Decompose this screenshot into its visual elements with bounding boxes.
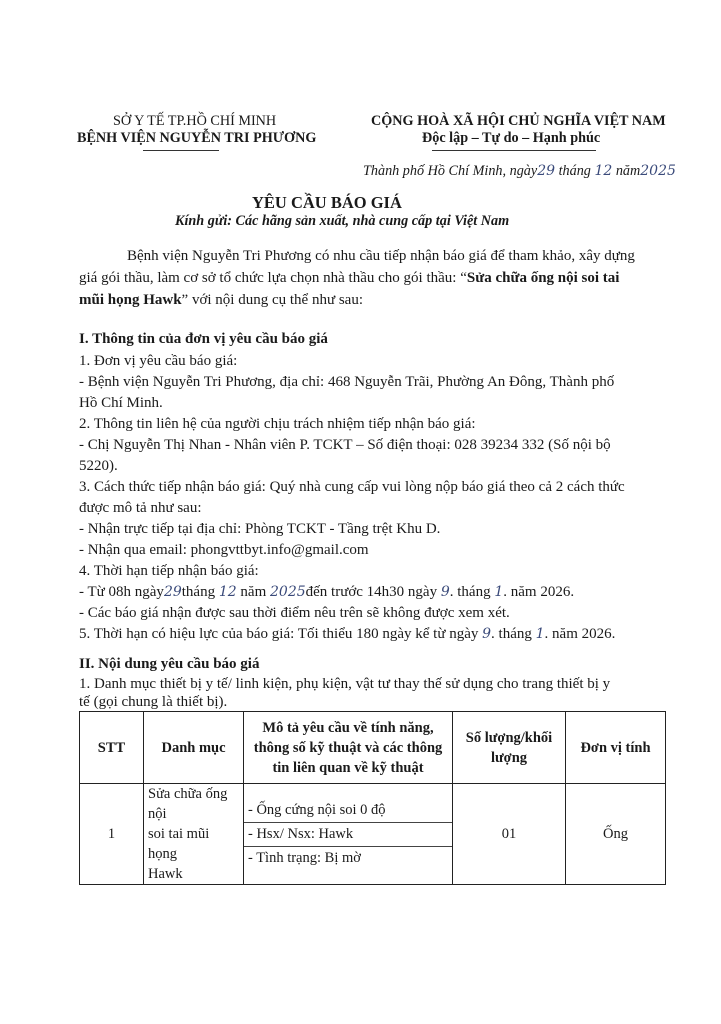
deadline-day: 9 — [440, 584, 450, 600]
row-qty: 01 — [453, 784, 566, 885]
receive-year: 2025 — [270, 584, 306, 600]
s1-line-14 — [79, 626, 615, 643]
section-1-heading: I. Thông tin của đơn vị yêu cầu báo giá — [79, 331, 328, 347]
s1-line-5: - Chị Nguyễn Thị Nhan - Nhân viên P. TCKT – Số điện thoại: 028 39234 332 (Số nội bộ — [79, 437, 611, 453]
header-qty-1: Số lượng/khối — [465, 729, 553, 746]
row-desc-2: - Hsx/ Nsx: Hawk — [244, 822, 452, 846]
row-name — [144, 784, 244, 885]
s1-line-4: 2. Thông tin liên hệ của người chịu trách nhiệm tiếp nhận báo giá: — [79, 416, 476, 432]
receive-month: 12 — [218, 584, 237, 600]
s1-line-6: 5220). — [79, 458, 118, 474]
date-month-word: tháng — [558, 163, 591, 179]
intro-line-3 — [79, 292, 363, 309]
hospital-name: BỆNH VIỆN NGUYỄN TRI PHƯƠNG — [77, 130, 317, 146]
header-desc-1: Mô tả yêu cầu về tính năng, — [262, 719, 434, 736]
validity-text: 5. Thời hạn có hiệu lực của báo giá: Tối thiểu 180 ngày kể từ ngày — [79, 626, 479, 642]
s1-line-8: được mô tả như sau: — [79, 500, 202, 516]
s2-line-2: tế (gọi chung là thiết bị). — [79, 694, 228, 710]
deadline-month: 1 — [494, 584, 504, 600]
row-desc — [244, 784, 453, 885]
motto-underline — [432, 150, 596, 151]
row-name-2: soi tai mũi họng — [148, 826, 210, 862]
header-name: Danh mục — [144, 712, 244, 784]
date-day: 29 — [537, 163, 556, 179]
date-year-word: năm — [615, 163, 641, 179]
ministry-name: SỞ Y TẾ TP.HỒ CHÍ MINH — [113, 113, 277, 129]
header-qty-2: lượng — [490, 749, 528, 766]
validity-day: 9 — [482, 626, 492, 642]
hospital-underline — [143, 150, 219, 151]
quote-table — [79, 711, 666, 885]
table-header-row — [80, 712, 666, 784]
validity-month: 1 — [535, 626, 545, 642]
header-desc-3: tin liên quan về kỹ thuật — [272, 759, 424, 776]
receive-until: đến trước 14h30 ngày — [305, 584, 438, 600]
header-unit: Đơn vị tính — [566, 712, 666, 784]
motto: Độc lập – Tự do – Hạnh phúc — [422, 130, 601, 146]
s1-line-2: - Bệnh viện Nguyễn Tri Phương, địa chỉ: 468 Nguyễn Trãi, Phường An Đông, Thành phố — [79, 374, 615, 390]
receive-from: - Từ 08h ngày — [79, 584, 164, 600]
row-desc-3: - Tình trạng: Bị mờ — [244, 846, 452, 870]
validity-year: . năm 2026. — [544, 626, 616, 642]
header-desc-2: thông số kỹ thuật và các thông — [253, 739, 443, 756]
s1-line-1: 1. Đơn vị yêu cầu báo giá: — [79, 353, 238, 369]
table-row — [80, 784, 666, 885]
header-stt: STT — [80, 712, 144, 784]
intro-line-1: Bệnh viện Nguyễn Tri Phương có nhu cầu tiếp nhận báo giá để tham khảo, xây dựng — [127, 248, 635, 264]
s1-line-7: 3. Cách thức tiếp nhận báo giá: Quý nhà cung cấp vui lòng nộp báo giá theo cả 2 cách thức — [79, 479, 625, 495]
s1-line-12 — [79, 584, 574, 601]
receive-year-word: năm — [240, 584, 267, 600]
receive-month-word: tháng — [181, 584, 216, 600]
row-unit: Ống — [566, 784, 666, 885]
intro-text: giá gói thầu, làm cơ sở tổ chức lựa chọn nhà thầu cho gói thầu: “ — [79, 270, 467, 286]
package-name-cont: mũi họng Hawk — [79, 292, 182, 308]
intro-end: ” với nội dung cụ thể như sau: — [181, 292, 363, 308]
receive-day: 29 — [163, 584, 182, 600]
validity-month-word: . tháng — [491, 626, 532, 642]
s1-line-11: 4. Thời hạn tiếp nhận báo giá: — [79, 563, 259, 579]
deadline-month-word: . tháng — [449, 584, 491, 600]
date-line — [363, 163, 676, 180]
date-prefix: Thành phố Hồ Chí Minh, ngày — [363, 163, 538, 179]
row-desc-1: - Ống cứng nội soi 0 độ — [248, 801, 386, 818]
s2-line-1: 1. Danh mục thiết bị y tế/ linh kiện, phụ kiện, vật tư thay thế sử dụng cho trang thiết bị y — [79, 676, 611, 692]
package-name: Sửa chữa ống nội soi tai — [466, 270, 620, 286]
deadline-year: . năm 2026. — [503, 584, 575, 600]
row-stt: 1 — [80, 784, 144, 885]
s1-line-13: - Các báo giá nhận được sau thời điểm nêu trên sẽ không được xem xét. — [79, 605, 510, 621]
row-name-1: Sửa chữa ống nội — [148, 786, 228, 822]
recipient: Kính gửi: Các hãng sản xuất, nhà cung cấp tại Việt Nam — [175, 213, 510, 229]
s1-line-3: Hồ Chí Minh. — [79, 395, 163, 411]
header-qty — [453, 712, 566, 784]
page-title: YÊU CẦU BÁO GIÁ — [252, 193, 402, 212]
date-year: 2025 — [640, 163, 676, 179]
intro-line-2 — [79, 270, 619, 287]
s1-line-9: - Nhận trực tiếp tại địa chỉ: Phòng TCKT - Tầng trệt Khu D. — [79, 521, 441, 537]
row-name-3: Hawk — [148, 866, 183, 882]
header-desc — [244, 712, 453, 784]
section-2-heading: II. Nội dung yêu cầu báo giá — [79, 656, 260, 672]
date-month: 12 — [594, 163, 613, 179]
republic-name: CỘNG HOÀ XÃ HỘI CHỦ NGHĨA VIỆT NAM — [371, 113, 666, 129]
s1-line-10: - Nhận qua email: phongvttbyt.info@gmail.com — [79, 542, 369, 558]
